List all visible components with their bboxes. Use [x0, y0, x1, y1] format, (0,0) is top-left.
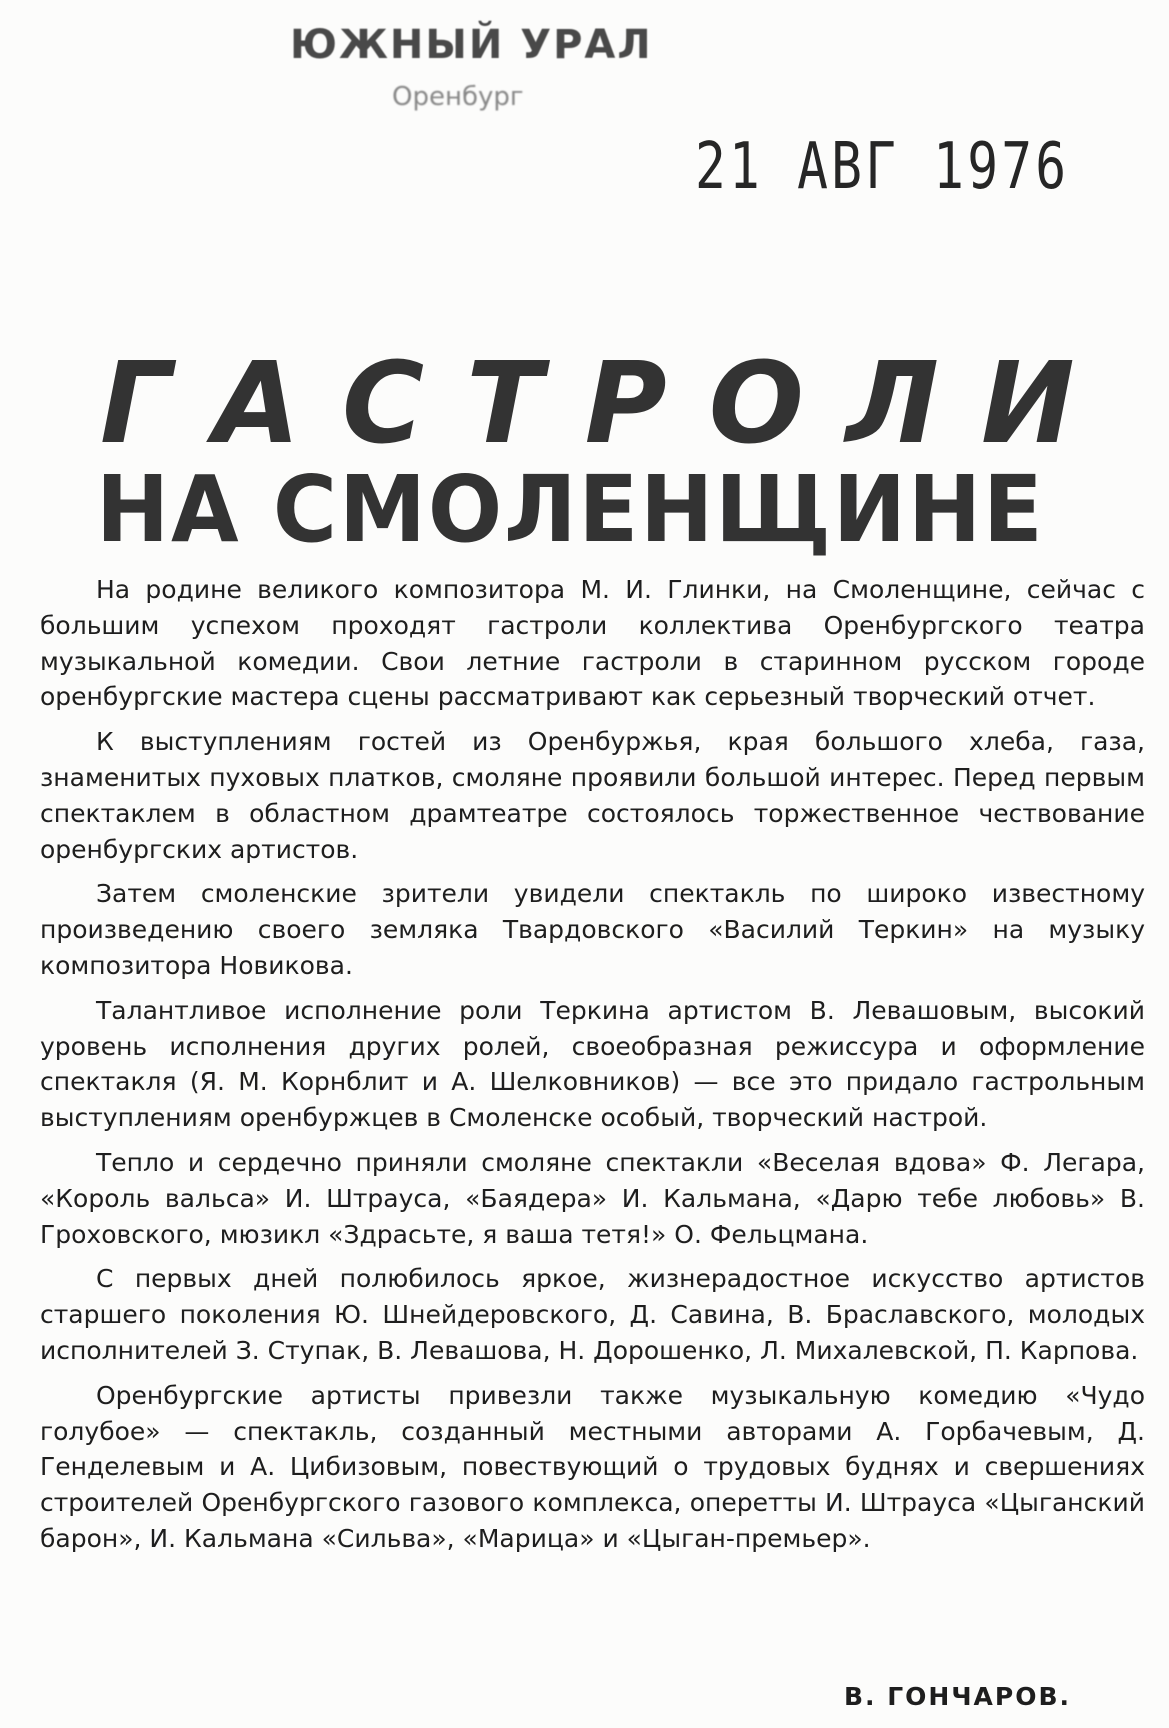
article-paragraph: К выступлениям гостей из Оренбуржья, края большого хлеба, газа, знаменитых пуховых платков, смоляне проявили большой интерес. Перед первым спектаклем в областном драмтеатре состоялось торжественное чествование оренбургских артистов.	[40, 727, 1145, 864]
article-paragraph: Талантливое исполнение роли Теркина артистом В. Левашовым, высокий уровень исполнения других ролей, своеобразная режиссура и оформление спектакля (Я. М. Корнблит и А. Шелковников) — все это придало гастрольным выступлениям оренбуржцев в Смоленске особый, творческий настрой.	[40, 995, 1145, 1133]
headline-line-2: НА СМОЛЕНЩИНЕ	[96, 456, 1045, 563]
author-signature: В. ГОНЧАРОВ.	[843, 1682, 1071, 1711]
newspaper-name-stamp: ЮЖНЫЙ УРАЛ	[290, 22, 653, 68]
city-stamp: Оренбург	[392, 82, 524, 112]
article-paragraph: Затем смоленские зрители увидели спектакль по широко известному произведению своего земляка Твардовского «Василий Теркин» на музыку композитора Новикова.	[40, 879, 1145, 980]
date-stamp: 21 АВГ 1976	[695, 130, 1070, 204]
headline-line-1: ГАСТРОЛИ	[100, 339, 1117, 469]
article-paragraph: Оренбургские артисты привезли также музыкальную комедию «Чудо голубое» — спектакль, созданный местными авторами А. Горбачевым, Д. Генделевым и А. Цибизовым, повествующий о трудовых буднях и свершениях строителей Оренбургского газового комплекса, оперетты И. Штрауса «Цыганский барон», И. Кальмана «Сильва», «Марица» и «Цыган-премьер».	[40, 1380, 1145, 1553]
article-body	[40, 572, 1145, 1566]
article-paragraph: Тепло и сердечно приняли смоляне спектакли «Веселая вдова» Ф. Легара, «Король вальса» И. Штрауса, «Баядера» И. Кальмана, «Дарю тебе любовь» В. Гроховского, мюзикл «Здрасьте, я ваша тетя!» О. Фельцмана.	[40, 1147, 1145, 1249]
article-paragraph: На родине великого композитора М. И. Глинки, на Смоленщине, сейчас с большим успехом проходят гастроли коллектива Оренбургского театра музыкальной комедии. Свои летние гастроли в старинном русском городе оренбургские мастера сцены рассматривают как серьезный творческий отчет.	[40, 575, 1145, 712]
article-paragraph: С первых дней полюбилось яркое, жизнерадостное искусство артистов старшего поколения Ю. Шнейдеровского, Д. Савина, В. Браславского, молодых исполнителей З. Ступак, В. Левашова, Н. Дорошенко, Л. Михалевской, П. Карпова.	[40, 1264, 1145, 1365]
